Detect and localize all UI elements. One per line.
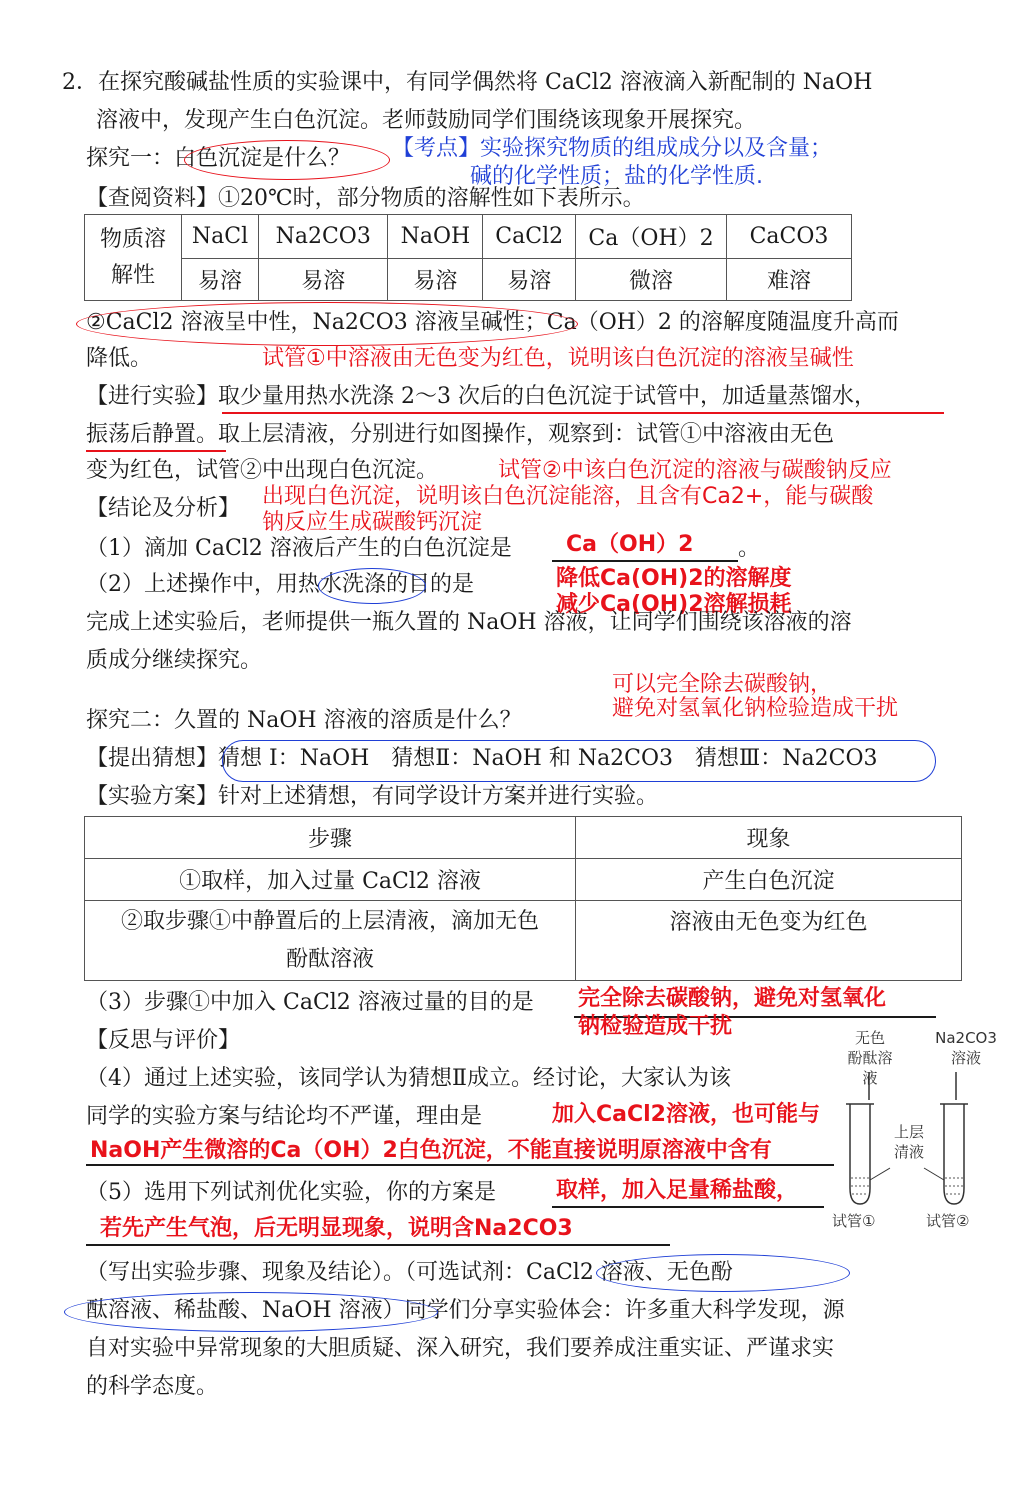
guess-content: 猜想 I：NaOH 猜想Ⅱ：NaOH 和 Na2CO3 猜想Ⅲ：Na2CO3	[218, 746, 878, 771]
closing-line-1: 自对实验中异常现象的大胆质疑、深入研究，我们要养成注重实证、严谨求实	[86, 1336, 835, 1361]
val-nacl: 易溶	[182, 259, 259, 301]
tube-one-label: 试管①	[832, 1212, 876, 1230]
explore-two-heading: 探究二：久置的 NaOH 溶液的溶质是什么？	[86, 708, 522, 733]
write-steps-line: （写出实验步骤、现象及结论）。（可选试剂：CaCl2 溶液、无色酚	[86, 1260, 733, 1285]
solubility-table	[84, 214, 852, 301]
closing-line-2: 的科学态度。	[86, 1374, 219, 1399]
underline-experiment-1	[222, 412, 944, 414]
reagent-label-phenolphthalein: 无色 酚酞溶液	[847, 1029, 893, 1087]
note-remove-b: 避免对氢氧化钠检验造成干扰	[612, 696, 899, 721]
guess-prefix: 【提出猜想】	[86, 746, 219, 771]
note-tube-two-a: 试管②中该白色沉淀的溶液与碳酸钠反应	[498, 458, 892, 483]
property-line-2: 降低。	[86, 346, 153, 371]
underline-experiment-2	[86, 450, 226, 452]
followup-line-1: 完成上述实验后，老师提供一瓶久置的 NaOH 溶液，让同学们围绕该溶液的溶	[86, 610, 852, 635]
answer-5-line-1: 取样，加入足量稀盐酸，	[556, 1178, 799, 1203]
col-na2co3: Na2CO3	[259, 215, 388, 259]
red-circle-property	[76, 302, 578, 346]
reference-line: 【查阅资料】①20℃时，部分物质的溶解性如下表所示。	[86, 186, 645, 211]
blue-circle-hot-water	[318, 568, 426, 604]
explore-one-prefix: 探究一：	[86, 146, 175, 171]
tube-two-label: 试管②	[926, 1212, 970, 1230]
answer-2-line-1: 降低Ca(OH)2的溶解度	[556, 566, 792, 591]
val-caoh2: 微溶	[576, 259, 727, 301]
col-caco3: CaCO3	[727, 215, 852, 259]
kaodian-line-1: 【考点】实验探究物质的组成成分以及含量；	[392, 136, 833, 161]
property-line-1: ②CaCl2 溶液呈中性，Na2CO3 溶液呈碱性；Ca（OH）2 的溶解度随温度升高而	[86, 310, 899, 335]
answer-blank-1	[552, 560, 738, 562]
red-circle-explore-one	[184, 140, 390, 180]
note-tube-two-b: 出现白色沉淀，说明该白色沉淀能溶，且含有Ca2+，能与碳酸	[262, 484, 874, 509]
val-caco3: 难溶	[727, 259, 852, 301]
val-cacl2: 易溶	[483, 259, 576, 301]
answer-blank-5b	[86, 1244, 670, 1246]
question-line-1: 2．在探究酸碱盐性质的实验课中，有同学偶然将 CaCl2 溶液滴入新配制的 NaOH	[62, 70, 873, 95]
period-1: 。	[738, 536, 761, 561]
test-tube-figure	[832, 1028, 1012, 1238]
row-1-phenomenon: 产生白色沉淀	[576, 859, 962, 901]
row-2-step: ②取步骤①中静置后的上层清液，滴加无色 酚酞溶液	[85, 901, 576, 981]
note-remove-a: 可以完全除去碳酸钠，	[612, 672, 833, 697]
header-phenomenon: 现象	[576, 817, 962, 859]
experiment-line-2: 振荡后静置。取上层清液，分别进行如图操作，观察到：试管①中溶液由无色	[86, 422, 835, 447]
question-line-2: 溶液中，发现产生白色沉淀。老师鼓励同学们围绕该现象开展探究。	[96, 108, 757, 133]
answer-5-line-2: 若先产生气泡，后无明显现象，说明含Na2CO3	[100, 1216, 573, 1241]
answer-4-line-2: NaOH产生微溶的Ca（OH）2白色沉淀，不能直接说明原溶液中含有	[90, 1138, 772, 1163]
experiment-table	[84, 816, 962, 981]
question-5: （5）选用下列试剂优化实验，你的方案是	[86, 1180, 496, 1205]
answer-4-line-1: 加入CaCl2溶液，也可能与	[552, 1102, 820, 1127]
val-naoh: 易溶	[388, 259, 483, 301]
question-4-line-1: （4）通过上述实验，该同学认为猜想Ⅱ成立。经讨论，大家认为该	[86, 1066, 731, 1091]
conclusion-heading: 【结论及分析】	[86, 496, 241, 521]
reagent-label-sodium-carbonate: Na2CO3 溶液	[935, 1029, 997, 1067]
upper-liquid-label: 上层 清液	[893, 1123, 924, 1161]
answer-3-line-2: 钠检验造成干扰	[578, 1014, 733, 1039]
answer-1: Ca（OH）2	[566, 532, 694, 557]
answer-blank-5a	[552, 1206, 824, 1208]
col-caoh2: Ca（OH）2	[576, 215, 727, 259]
header-step: 步骤	[85, 817, 576, 859]
row-2-phenomenon: 溶液由无色变为红色	[576, 901, 962, 981]
col-nacl: NaCl	[182, 215, 259, 259]
blue-circle-reagents-2	[64, 1292, 438, 1332]
question-2: （2）上述操作中，用热水洗涤的目的是	[86, 572, 474, 597]
answer-2-line-2: 减少Ca(OH)2溶解损耗	[556, 592, 792, 617]
val-na2co3: 易溶	[259, 259, 388, 301]
answer-blank-4	[86, 1164, 834, 1166]
followup-line-2: 质成分继续探究。	[86, 648, 263, 673]
solubility-header: 物质溶 解性	[85, 215, 182, 301]
note-tube-one: 试管①中溶液由无色变为红色，说明该白色沉淀的溶液呈碱性	[262, 346, 854, 371]
question-1: （1）滴加 CaCl2 溶液后产生的白色沉淀是	[86, 536, 512, 561]
col-cacl2: CaCl2	[483, 215, 576, 259]
question-3: （3）步骤①中加入 CaCl2 溶液过量的目的是	[86, 990, 534, 1015]
blue-circle-reagents-1	[596, 1254, 850, 1292]
answer-3-line-1: 完全除去碳酸钠，避免对氢氧化	[578, 986, 887, 1011]
explore-one-question: 白色沉淀是什么？	[174, 146, 351, 171]
kaodian-line-2: 碱的化学性质；盐的化学性质.	[470, 164, 763, 189]
reagents-line: 酞溶液、稀盐酸、NaOH 溶液）同学们分享实验体会：许多重大科学发现，源	[86, 1298, 845, 1323]
plan-line: 【实验方案】针对上述猜想，有同学设计方案并进行实验。	[86, 784, 659, 809]
reflection-heading: 【反思与评价】	[86, 1028, 241, 1053]
question-4-line-2: 同学的实验方案与结论均不严谨，理由是	[86, 1104, 483, 1129]
blue-circle-guess	[222, 740, 936, 782]
note-tube-two-c: 钠反应生成碳酸钙沉淀	[262, 510, 483, 535]
row-1-step: ①取样，加入过量 CaCl2 溶液	[85, 859, 576, 901]
experiment-line-1: 【进行实验】取少量用热水洗涤 2～3 次后的白色沉淀于试管中，加适量蒸馏水，	[86, 384, 876, 409]
experiment-line-3: 变为红色，试管②中出现白色沉淀。	[86, 458, 439, 483]
col-naoh: NaOH	[388, 215, 483, 259]
